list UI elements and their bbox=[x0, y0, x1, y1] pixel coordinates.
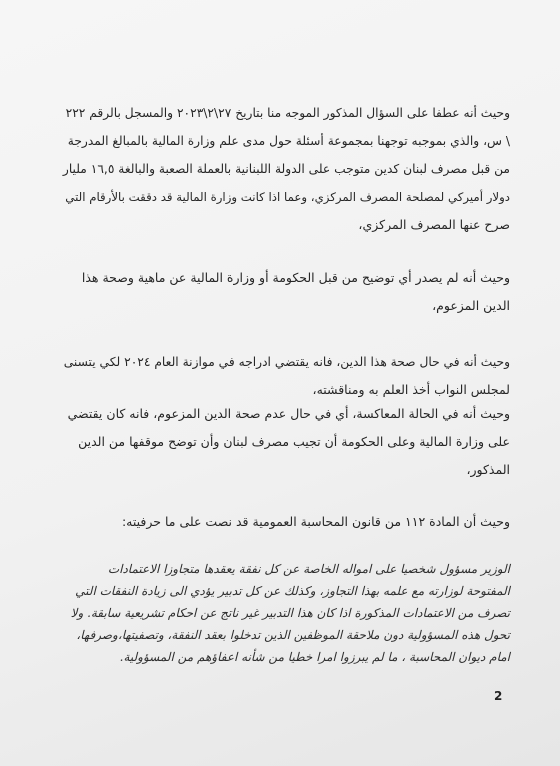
text-line: من قبل مصرف لبنان كدين متوجب على الدولة اللبنانية بالعملة الصعبة والبالغة ١٦,٥ مليار bbox=[62, 162, 510, 176]
paragraph-budget-inclusion bbox=[62, 348, 510, 404]
text-line: الدين المزعوم، bbox=[432, 298, 510, 313]
text-line: وحيث أن المادة ١١٢ من قانون المحاسبة العمومية قد نصت على ما حرفيته: bbox=[121, 514, 510, 529]
text-line: تحول هذه المسؤولية دون ملاحقة الموظفين الذين تدخلوا بعقد النفقة، وتصفيتها،وصرفها، bbox=[76, 628, 510, 642]
text-line: وحيث أنه لم يصدر أي توضيح من قبل الحكومة أو وزارة المالية عن ماهية وصحة هذا bbox=[81, 270, 510, 285]
text-line: الوزير مسؤول شخصيا على امواله الخاصة عن كل نفقة يعقدها متجاوزا الاعتمادات bbox=[107, 562, 510, 576]
text-line: وحيث أنه في حال صحة هذا الدين، فانه يقتضي ادراجه في موازنة العام ٢٠٢٤ لكي يتسنى bbox=[63, 355, 510, 369]
paragraph-question-reference bbox=[62, 99, 510, 239]
paragraph-opposite-case bbox=[62, 400, 510, 484]
text-line: دولار أميركي لمصلحة المصرف المركزي، وعما اذا كانت وزارة المالية قد دققت بالأرقام التي bbox=[65, 190, 510, 204]
text-line: صرح عنها المصرف المركزي، bbox=[358, 217, 510, 232]
text-line: المذكور، bbox=[466, 462, 510, 477]
quoted-article-text bbox=[62, 558, 510, 668]
paragraph-no-clarification bbox=[62, 264, 510, 320]
text-line: لمجلس النواب أخذ العلم به ومناقشته، bbox=[312, 382, 510, 397]
text-line: على وزارة المالية وعلى الحكومة أن تجيب مصرف لبنان وأن توضح موقفها من الدين bbox=[78, 434, 510, 449]
page-number: 2 bbox=[494, 689, 503, 703]
text-line: وحيث أنه في الحالة المعاكسة، أي في حال عدم صحة الدين المزعوم، فانه كان يقتضي bbox=[67, 406, 510, 421]
text-line: امام ديوان المحاسبة ، ما لم يبرزوا امرا خطيا من شأنه اعفاؤهم من المسؤولية. bbox=[119, 650, 510, 664]
text-line: تصرف من الاعتمادات المذكورة اذا كان هذا التدبير غير ناتج عن احكام تشريعية سابقة. ولا bbox=[70, 606, 510, 620]
paragraph-article-112-intro bbox=[62, 508, 510, 536]
text-line: المفتوحة لوزارته مع علمه بهذا التجاوز، وكذلك عن كل تدبير يؤدي الى زيادة النفقات التي bbox=[75, 584, 510, 598]
text-line: وحيث أنه عطفا على السؤال المذكور الموجه منا بتاريخ ٢٧\٢\٢٠٢٣ والمسجل بالرقم ٢٢٢ bbox=[65, 106, 510, 120]
text-line: \ س، والذي بموجبه توجهنا بمجموعة أسئلة حول مدى علم وزارة المالية بالمبالغ المدرجة bbox=[67, 134, 510, 148]
